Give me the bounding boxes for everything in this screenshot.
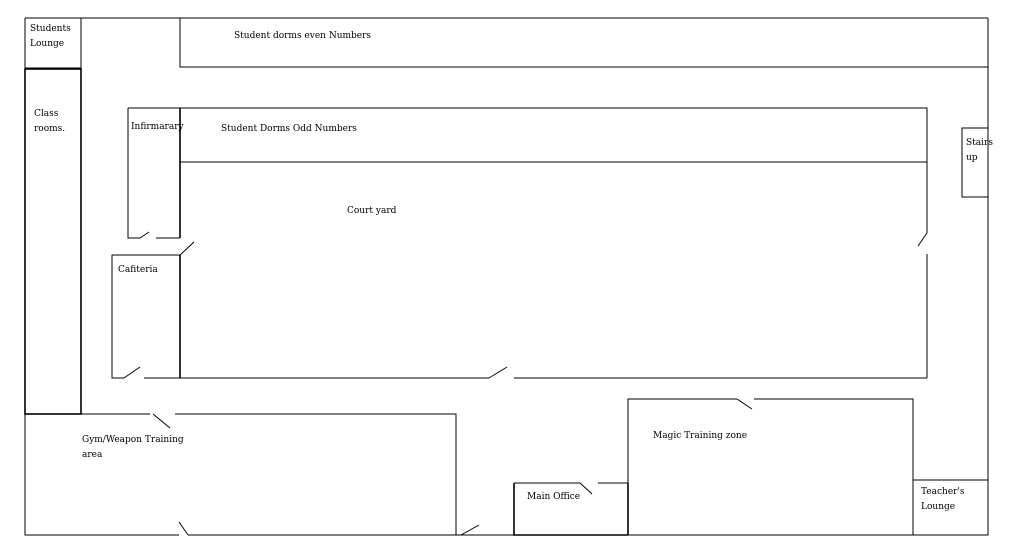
courtyard-door-bottom — [489, 367, 507, 378]
courtyard-door-right — [918, 233, 927, 246]
courtyard-door-left — [180, 242, 194, 255]
gym-door-bottom — [179, 522, 188, 535]
gym-door-top — [153, 414, 170, 428]
cafeteria-label: Cafiteria — [118, 265, 158, 275]
student-dorms-even-label: Student dorms even Numbers — [234, 31, 372, 41]
student-dorms-odd-label: Student Dorms Odd Numbers — [221, 124, 357, 134]
main-office-label: Main Office — [527, 492, 581, 502]
teachers-lounge-label: Teacher's Lounge — [921, 487, 965, 512]
infirmary-door — [140, 232, 149, 238]
outer-wall-bottom-middle — [461, 525, 479, 535]
gym-wall-top-right — [175, 414, 456, 535]
magic-zone-door — [737, 399, 752, 409]
stairs-up-label: Stairs up — [966, 138, 993, 163]
gym-weapon-training-label: Gym/Weapon Training area — [82, 435, 184, 460]
magic-zone-wall-top-right — [754, 399, 913, 535]
infirmary-label: Infirmarary — [131, 122, 184, 132]
magic-training-zone-label: Magic Training zone — [653, 431, 748, 441]
main-office-door — [580, 483, 592, 494]
court-yard-label: Court yard — [347, 206, 397, 216]
class-rooms-label: Class rooms. — [34, 109, 66, 134]
cafeteria-door — [124, 367, 140, 378]
students-lounge-label: Students Lounge — [30, 24, 71, 49]
